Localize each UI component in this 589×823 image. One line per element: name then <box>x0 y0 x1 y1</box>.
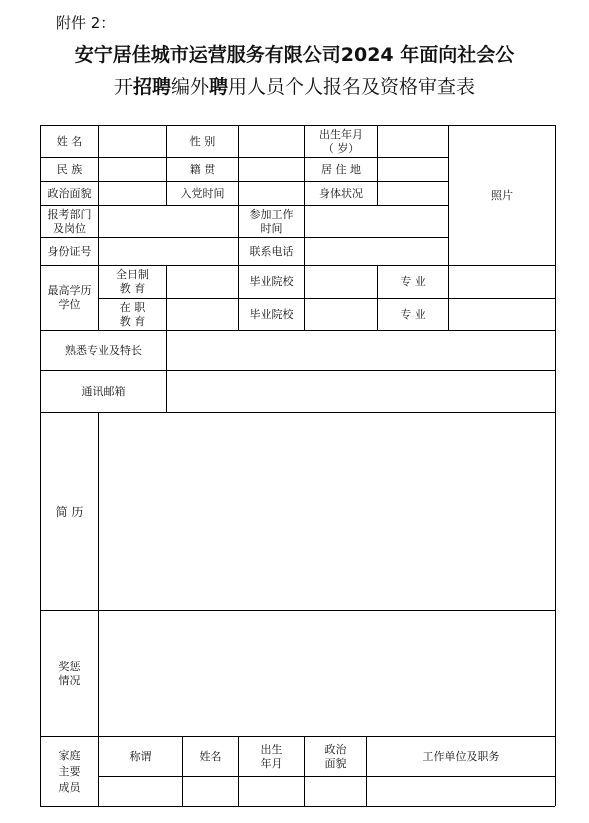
inservice-school-field[interactable] <box>305 299 377 330</box>
label-ethnicity: 民 族 <box>56 162 83 176</box>
label-family <box>41 737 98 806</box>
label-party-join-date: 入党时间 <box>180 186 225 200</box>
form-title-line1: 安宁居佳城市运营服务有限公司2024 年面向社会公 <box>74 44 515 66</box>
label-age-text: （ 岁） <box>322 141 360 155</box>
label-id-number: 身份证号 <box>47 244 92 258</box>
label-highest-edu-line1: 最高学历 <box>47 284 92 297</box>
label-fulltime-line1: 全日制 <box>116 268 149 281</box>
label-specialty: 熟悉专业及特长 <box>65 343 142 357</box>
label-gender: 性 别 <box>189 134 216 148</box>
id-number-field[interactable] <box>99 238 238 265</box>
applied-dept-field[interactable] <box>99 206 238 237</box>
label-fulltime-major: 专 业 <box>400 275 426 288</box>
ethnicity-field[interactable] <box>99 158 166 181</box>
label-family-line2: 主要 <box>58 764 81 778</box>
label-member-name: 姓名 <box>199 749 222 763</box>
residence-field[interactable] <box>378 158 448 181</box>
label-work-start-line1: 参加工作 <box>249 207 294 221</box>
label-health: 身体状况 <box>319 186 363 200</box>
label-inservice-major: 专 业 <box>400 307 426 321</box>
label-member-political <box>305 737 366 776</box>
label-birth <box>305 126 377 157</box>
label-inservice-line2: 教 育 <box>119 314 146 328</box>
label-applied-dept <box>41 206 98 237</box>
label-fulltime-school: 毕业院校 <box>249 275 294 288</box>
label-fulltime-line2: 教 育 <box>119 282 146 295</box>
label-inservice-school: 毕业院校 <box>249 307 294 321</box>
form-title-line2: 开招聘编外聘用人员个人报名及资格审查表 <box>113 76 476 98</box>
label-highest-edu-line2: 学位 <box>58 298 81 311</box>
label-applied-dept-line2: 及岗位 <box>53 221 86 235</box>
family-name-field[interactable] <box>183 777 238 806</box>
resume-field[interactable] <box>99 413 555 610</box>
fulltime-major-field[interactable] <box>449 266 555 298</box>
label-applied-dept-line1: 报考部门 <box>47 207 92 221</box>
label-member-political-line2: 面貌 <box>324 756 347 770</box>
party-join-date-field[interactable] <box>239 182 304 205</box>
label-inservice-line1: 在 职 <box>119 300 146 314</box>
fulltime-school-field[interactable] <box>305 266 377 298</box>
label-highest-edu <box>41 266 98 330</box>
health-field[interactable] <box>378 182 448 205</box>
label-work-start <box>239 206 304 237</box>
label-residence: 居 住 地 <box>321 162 361 176</box>
label-family-line1: 家庭 <box>58 748 81 762</box>
label-political-status: 政治面貌 <box>47 186 92 200</box>
label-work-start-line2: 时间 <box>260 221 283 235</box>
label-relation: 称谓 <box>129 749 152 763</box>
family-work-unit-field[interactable] <box>367 777 555 806</box>
label-awards-line2: 情况 <box>58 673 81 687</box>
label-resume: 简 历 <box>55 504 84 519</box>
phone-field[interactable] <box>305 238 448 265</box>
family-political-field[interactable] <box>305 777 366 806</box>
label-inservice-edu <box>99 299 166 330</box>
label-work-unit: 工作单位及职务 <box>422 749 500 763</box>
fulltime-degree-field[interactable] <box>167 266 238 298</box>
label-fulltime-edu <box>99 266 166 298</box>
family-relation-field[interactable] <box>99 777 182 806</box>
label-awards <box>41 611 98 736</box>
label-member-birth-line1: 出生 <box>260 742 283 756</box>
email-field[interactable] <box>167 371 555 412</box>
name-field[interactable] <box>99 126 166 157</box>
label-awards-line1: 奖惩 <box>58 659 81 673</box>
label-member-birth <box>239 737 304 776</box>
label-native-place: 籍 贯 <box>189 162 216 176</box>
label-phone: 联系电话 <box>249 244 294 258</box>
work-start-field[interactable] <box>305 206 448 237</box>
birth-field[interactable] <box>378 126 448 157</box>
inservice-major-field[interactable] <box>449 299 555 330</box>
label-member-birth-line2: 年月 <box>260 756 283 770</box>
label-birth-text: 出生年月 <box>319 127 363 141</box>
specialty-field[interactable] <box>167 331 555 370</box>
label-email: 通讯邮箱 <box>81 384 126 398</box>
label-name: 姓 名 <box>56 134 83 148</box>
inservice-degree-field[interactable] <box>167 299 238 330</box>
attachment-label: 附件 2： <box>56 14 116 32</box>
family-birth-field[interactable] <box>239 777 304 806</box>
label-family-line3: 成员 <box>58 780 81 794</box>
political-status-field[interactable] <box>99 182 166 205</box>
photo-area[interactable]: 照片 <box>491 188 513 202</box>
native-place-field[interactable] <box>239 158 304 181</box>
label-member-political-line1: 政治 <box>324 742 347 756</box>
awards-field[interactable] <box>99 611 555 736</box>
gender-field[interactable] <box>239 126 304 157</box>
